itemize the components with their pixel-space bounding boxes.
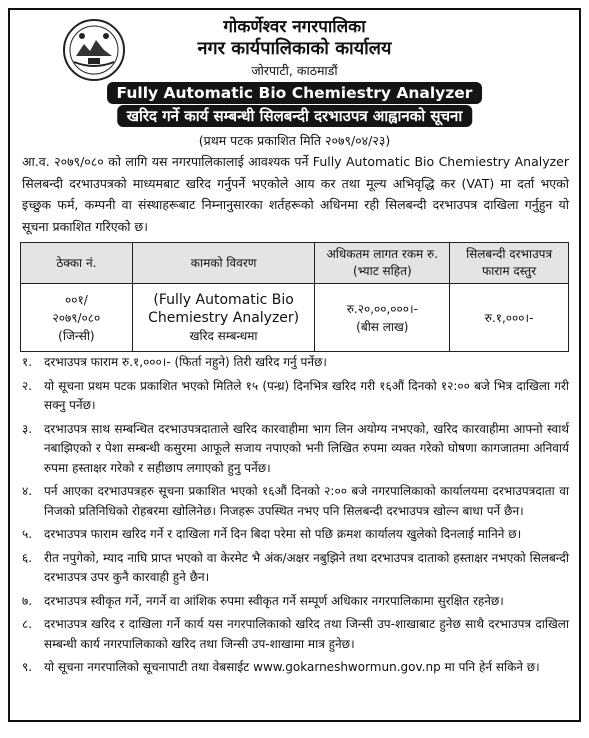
cell-form-fee: रु.१,०००।- [450, 284, 569, 352]
item-number: ५. [22, 527, 33, 541]
item-text: यो सूचना प्रथम पटक प्रकाशित भएको मितिले १५ (पन्ध्र) दिनभित्र खरिद गरी १६औं दिनको १२:०० बजे भित्र दाखिला गरी सक्नु पर्नेछ। [44, 378, 569, 412]
item-text: दरभाउपत्र स्वीकृत गर्ने, नगर्ने वा आंशिक रुपमा स्वीकृत गर्ने सम्पूर्ण अधिकार नगरपालिकामा सुरक्षित रहनेछ। [44, 593, 504, 608]
cost-amount: रु.२०,००,०००।- [346, 301, 418, 316]
cell-contract-no [21, 284, 133, 352]
contract-year-line: २०७९/०८० [52, 310, 101, 325]
notice-page [8, 8, 581, 722]
item-text: दरभाउपत्र फाराम खरिद गर्ने र दाखिला गर्ने दिन बिदा परेमा सो पछि क्रमश कार्यालय खुलेको दिनलाई मानिने छ। [44, 527, 522, 541]
list-item [22, 615, 569, 654]
desc-line: खरिद सम्बन्धमा [189, 328, 258, 343]
item-text: दरभाउपत्र साथ सम्बन्धित दरभाउपत्रदाताले खरिद कारवाहीमा भाग लिन अयोग्य नभएको, खरिद कारवाहीमा आफ्नो स्वार्थ नबाझिएको र पेशा सम्बन्धी कसुरमा आफूले सजाय नपाएको भनी लिखित रुपमा व्यक्त गरेको घोषणा कागजातमा अनिवार्य रुपमा हस्ताक्षर गरेको र सहीछाप लगाएको हुनु पर्नेछ। [44, 421, 569, 475]
item-text: दरभाउपत्र फाराम रु.१,०००।- (फिर्ता नहुने) तिरी खरिद गर्नु पर्नेछ। [44, 355, 327, 369]
cell-max-cost [315, 284, 450, 352]
table-header-row [21, 243, 569, 284]
header-max-cost: अधिकतम लागत रकम रु. (भ्याट सहित) [315, 243, 450, 284]
cell-work-description [132, 284, 315, 352]
table-row [21, 284, 569, 352]
desc-line: (Fully Automatic Bio [153, 291, 294, 308]
item-number: १. [22, 355, 33, 369]
item-number: २. [22, 378, 33, 393]
conditions-list [22, 353, 569, 682]
header-work-description: कामको विवरण [132, 243, 315, 284]
contract-type-line: (जिन्सी) [58, 328, 95, 343]
item-number: ४. [22, 484, 33, 498]
list-item [22, 592, 569, 612]
item-number: ३. [22, 421, 33, 436]
item-number: ९. [22, 660, 33, 674]
tender-table [20, 242, 569, 352]
list-item [22, 658, 569, 678]
intro-paragraph: आ.व. २०७९/०८० को लागि यस नगरपालिकालाई आवश्यक पर्ने Fully Automatic Bio Chemiestry Analyzer सिलबन्दी दरभाउपत्रको माध्यमबाट खरिद गर्नुपर्ने भएकोले आय कर तथा मूल्य अभिवृद्धि कर (VAT) मा दर्ता भएको इच्छुक फर्म, कम्पनी वा संस्थाहरूबाट निम्नानुसारका शर्तहरूको अधिनमा रही सिलबन्दी दरभाउपत्र दाखिला गर्नुहुन यो सूचना प्रकाशित गरिएको छ। [22, 154, 569, 234]
header-contract-no: ठेक्का नं. [21, 243, 133, 284]
item-text: दरभाउपत्र खरिद र दाखिला गर्ने कार्य यस नगरपालिकाको खरिद तथा जिन्सी उप-शाखाबाट हुनेछ साथै दरभाउपत्र दाखिला सम्बन्धी कार्य नगरपालिकाको खरिद तथा जिन्सी उप-शाखामा मात्र हुनेछ। [44, 617, 569, 651]
desc-line: Chemiestry Analyzer) [148, 309, 300, 326]
municipality-name: गोकर्णेश्वर नगरपालिका [223, 17, 366, 37]
list-item [22, 549, 569, 588]
list-item [22, 525, 569, 545]
list-item [22, 420, 569, 479]
item-number: ७. [22, 593, 33, 608]
header-form-fee: सिलबन्दी दरभाउपत्र फाराम दस्तुर [450, 243, 569, 284]
item-text: पर्न आएका दरभाउपत्रहरु सूचना प्रकाशित भएको १६औं दिनको २:०० बजे नगरपालिकाको कार्यालयमा दरभाउपत्रदाता वा निजको प्रतिनिधिको रोहबरमा खोलिनेछ। निजहरू उपस्थित नभए पनि सिलबन्दी दरभाउपत्र खोल्न बाधा पर्ने छैन। [44, 484, 569, 518]
item-number: ८. [22, 617, 33, 631]
cost-in-words: (बीस लाख) [356, 319, 409, 334]
office-name: नगर कार्यपालिकाको कार्यालय [197, 38, 392, 59]
office-address: जोरपाटी, काठमाडौं [251, 63, 338, 78]
item-number: ६. [22, 550, 33, 565]
item-text: यो सूचना नगरपालिको सूचनापाटी तथा वेबसाईट www.gokarneshwormun.gov.np मा पनि हेर्न सकिने छ। [44, 660, 540, 674]
list-item [22, 353, 569, 373]
list-item [22, 377, 569, 416]
list-item [22, 482, 569, 521]
item-text: रीत नपुगेको, म्याद नाघि प्राप्त भएको वा केरमेट भै अंक/अक्षर नबुझिने तथा दरभाउपत्र दाताको हस्ताक्षर नभएको सिलबन्दी दरभाउपत्र उपर कुनै कारवाही हुने छैन। [44, 550, 569, 584]
title-english: Fully Automatic Bio Chemiestry Analyzer [107, 82, 483, 104]
published-date: (प्रथम पटक प्रकाशित मिति २०७९/०४/२३) [198, 133, 391, 148]
contract-no-line: ००१/ [65, 292, 88, 307]
title-nepali: खरिद गर्ने कार्य सम्बन्धी सिलबन्दी दरभाउपत्र आह्वानको सूचना [117, 105, 473, 127]
